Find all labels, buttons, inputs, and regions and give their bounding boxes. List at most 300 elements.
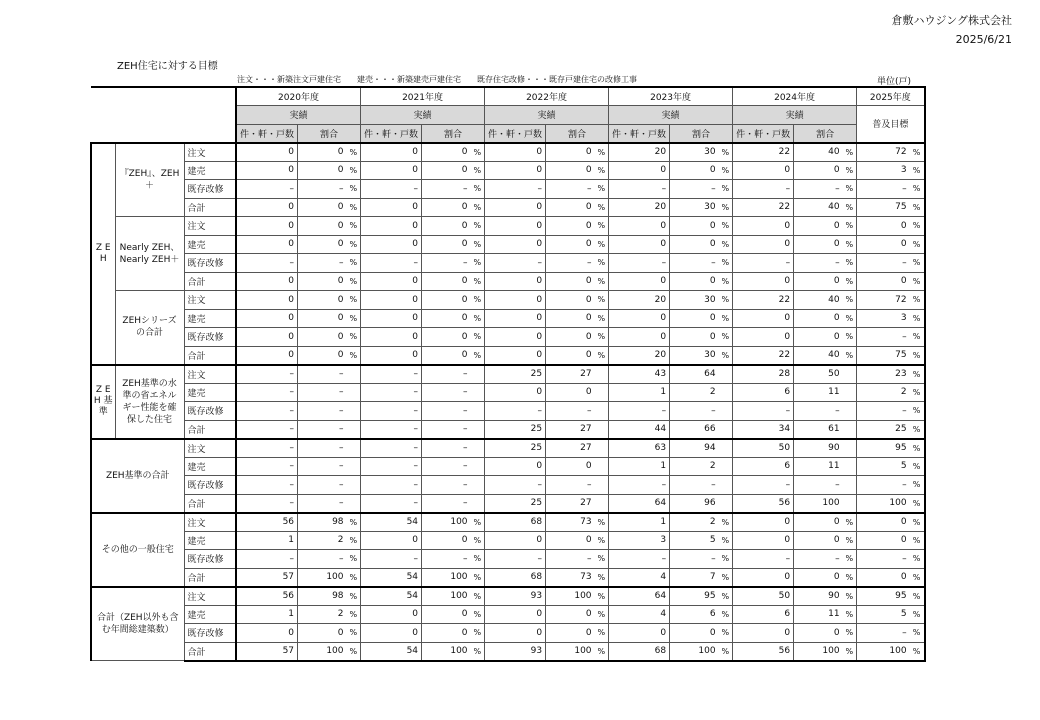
count-cell: 54 xyxy=(361,513,422,532)
count-cell: – xyxy=(609,254,670,273)
ratio-cell: 30 xyxy=(670,346,719,365)
ratio-cell: 0 xyxy=(422,309,471,328)
percent-sign: % xyxy=(843,513,857,532)
percent-sign: % xyxy=(595,272,609,291)
percent-sign: % xyxy=(719,198,733,217)
percent-sign xyxy=(347,420,361,439)
percent-sign: % xyxy=(910,217,925,236)
count-cell: 64 xyxy=(609,587,670,606)
percent-sign: % xyxy=(471,309,485,328)
ratio-cell: – xyxy=(794,402,843,421)
percent-sign: % xyxy=(910,143,925,162)
target-cell: – xyxy=(857,180,910,199)
percent-sign: % xyxy=(910,420,925,439)
percent-sign: % xyxy=(347,513,361,532)
count-cell: 0 xyxy=(485,605,546,624)
percent-sign: % xyxy=(347,161,361,180)
ratio-cell: 73 xyxy=(546,568,595,587)
blank-corner xyxy=(91,87,236,143)
table-row xyxy=(91,198,925,217)
percent-sign: % xyxy=(719,235,733,254)
ratio-cell: 100 xyxy=(298,642,347,661)
ratio-cell: 27 xyxy=(546,494,595,513)
ratio-cell: 0 xyxy=(670,161,719,180)
percent-sign: % xyxy=(910,291,925,310)
actual-header: 実績 xyxy=(236,106,361,125)
count-cell: 56 xyxy=(733,494,794,513)
count-cell: – xyxy=(236,439,298,458)
count-cell: 0 xyxy=(733,513,794,532)
count-cell: 0 xyxy=(485,235,546,254)
count-cell: – xyxy=(236,494,298,513)
ratio-cell: 95 xyxy=(670,587,719,606)
ratio-cell: – xyxy=(546,476,595,495)
percent-sign: % xyxy=(910,180,925,199)
count-cell: 0 xyxy=(733,309,794,328)
ratio-cell: 0 xyxy=(422,198,471,217)
percent-sign: % xyxy=(719,161,733,180)
percent-sign xyxy=(471,383,485,402)
ratio-cell: 6 xyxy=(670,605,719,624)
percent-sign: % xyxy=(719,568,733,587)
count-cell: 57 xyxy=(236,568,298,587)
count-cell: 0 xyxy=(361,346,422,365)
percent-sign: % xyxy=(471,642,485,661)
percent-sign xyxy=(595,457,609,476)
percent-sign: % xyxy=(719,254,733,273)
percent-sign xyxy=(595,494,609,513)
ratio-cell: 98 xyxy=(298,513,347,532)
percent-sign xyxy=(471,476,485,495)
count-cell: 0 xyxy=(609,328,670,347)
target-cell: 23 xyxy=(857,365,910,384)
table-row xyxy=(91,309,925,328)
percent-sign: % xyxy=(910,272,925,291)
count-cell: 1 xyxy=(609,513,670,532)
ratio-cell: – xyxy=(794,550,843,569)
ratio-cell: 11 xyxy=(794,605,843,624)
count-cell: – xyxy=(361,402,422,421)
ratio-cell: – xyxy=(422,402,471,421)
ratio-cell: 100 xyxy=(794,642,843,661)
count-cell: – xyxy=(733,550,794,569)
ratio-cell: 27 xyxy=(546,365,595,384)
percent-sign: % xyxy=(719,291,733,310)
count-cell: 28 xyxy=(733,365,794,384)
ratio-cell: 2 xyxy=(670,383,719,402)
count-cell: 0 xyxy=(733,328,794,347)
percent-sign xyxy=(595,476,609,495)
row-label: 建売 xyxy=(184,457,236,476)
target-cell: 75 xyxy=(857,346,910,365)
ratio-cell: – xyxy=(298,402,347,421)
count-cell: 0 xyxy=(236,217,298,236)
percent-sign: % xyxy=(347,328,361,347)
count-cell: – xyxy=(236,420,298,439)
ratio-cell: 0 xyxy=(546,291,595,310)
ratio-cell: – xyxy=(298,550,347,569)
ratio-cell: 0 xyxy=(298,346,347,365)
ratio-cell: 0 xyxy=(670,309,719,328)
table-row xyxy=(91,605,925,624)
ratio-cell: 0 xyxy=(422,346,471,365)
table-row xyxy=(91,328,925,347)
ratio-cell: – xyxy=(422,494,471,513)
count-cell: – xyxy=(609,550,670,569)
count-cell: 0 xyxy=(733,235,794,254)
count-cell: – xyxy=(236,254,298,273)
count-cell: 25 xyxy=(485,439,546,458)
percent-sign: % xyxy=(595,605,609,624)
ratio-cell: 0 xyxy=(546,328,595,347)
table-row xyxy=(91,291,925,310)
percent-sign: % xyxy=(471,531,485,550)
count-cell: 3 xyxy=(609,531,670,550)
count-cell: 0 xyxy=(733,217,794,236)
count-cell: 0 xyxy=(236,291,298,310)
percent-sign: % xyxy=(595,328,609,347)
percent-sign xyxy=(347,494,361,513)
percent-sign: % xyxy=(347,291,361,310)
target-cell: 0 xyxy=(857,235,910,254)
percent-sign: % xyxy=(843,531,857,550)
percent-sign: % xyxy=(719,642,733,661)
count-cell: 68 xyxy=(485,513,546,532)
percent-sign: % xyxy=(471,605,485,624)
ratio-cell: – xyxy=(670,550,719,569)
year-header: 2023年度 xyxy=(609,87,733,106)
ratio-cell: 94 xyxy=(670,439,719,458)
ratio-cell: 0 xyxy=(670,217,719,236)
percent-sign: % xyxy=(843,143,857,162)
percent-sign: % xyxy=(719,180,733,199)
percent-sign: % xyxy=(595,143,609,162)
count-cell: 50 xyxy=(733,439,794,458)
percent-sign: % xyxy=(347,180,361,199)
percent-sign xyxy=(347,476,361,495)
subgroup-label: ZEHシリーズの合計 xyxy=(115,291,184,365)
target-cell: 0 xyxy=(857,568,910,587)
count-cell: – xyxy=(609,180,670,199)
percent-sign: % xyxy=(843,309,857,328)
target-cell: 0 xyxy=(857,531,910,550)
count-cell: 0 xyxy=(236,328,298,347)
percent-sign: % xyxy=(910,346,925,365)
percent-sign: % xyxy=(843,605,857,624)
ratio-cell: – xyxy=(670,180,719,199)
percent-sign: % xyxy=(347,235,361,254)
target-cell: 3 xyxy=(857,161,910,180)
ratio-cell: – xyxy=(794,180,843,199)
count-cell: 54 xyxy=(361,587,422,606)
ratio-cell: – xyxy=(422,420,471,439)
percent-sign: % xyxy=(471,291,485,310)
percent-sign: % xyxy=(347,346,361,365)
percent-sign: % xyxy=(595,531,609,550)
percent-sign: % xyxy=(910,494,925,513)
percent-sign xyxy=(595,439,609,458)
count-cell: 0 xyxy=(361,309,422,328)
ratio-cell: 0 xyxy=(670,235,719,254)
percent-sign: % xyxy=(595,346,609,365)
percent-sign: % xyxy=(471,587,485,606)
count-cell: 0 xyxy=(733,161,794,180)
percent-sign: % xyxy=(719,309,733,328)
percent-sign: % xyxy=(910,531,925,550)
percent-sign xyxy=(843,383,857,402)
table-row xyxy=(91,383,925,402)
count-cell: 6 xyxy=(733,457,794,476)
target-cell: 72 xyxy=(857,143,910,162)
percent-sign xyxy=(347,365,361,384)
count-header: 件・軒・戸数 xyxy=(733,124,794,143)
count-cell: 20 xyxy=(609,198,670,217)
percent-sign: % xyxy=(843,624,857,643)
target-cell: 2 xyxy=(857,383,910,402)
percent-sign: % xyxy=(595,217,609,236)
count-cell: 20 xyxy=(609,291,670,310)
count-cell: – xyxy=(361,494,422,513)
count-cell: 54 xyxy=(361,568,422,587)
group-label: Z E H xyxy=(91,143,115,365)
count-cell: 0 xyxy=(485,328,546,347)
percent-sign: % xyxy=(843,272,857,291)
percent-sign: % xyxy=(910,161,925,180)
percent-sign: % xyxy=(347,642,361,661)
ratio-cell: 0 xyxy=(422,624,471,643)
count-header: 件・軒・戸数 xyxy=(609,124,670,143)
count-cell: 63 xyxy=(609,439,670,458)
ratio-header: 割合 xyxy=(794,124,857,143)
target-header: 普及目標 xyxy=(857,106,925,143)
ratio-cell: 0 xyxy=(794,217,843,236)
target-cell: 5 xyxy=(857,457,910,476)
ratio-cell: 0 xyxy=(298,272,347,291)
count-cell: 0 xyxy=(361,198,422,217)
percent-sign: % xyxy=(595,309,609,328)
row-label: 注文 xyxy=(184,217,236,236)
ratio-cell: – xyxy=(298,457,347,476)
ratio-cell: 11 xyxy=(794,383,843,402)
percent-sign xyxy=(471,439,485,458)
row-label: 既存改修 xyxy=(184,402,236,421)
row-label: 合計 xyxy=(184,346,236,365)
percent-sign xyxy=(719,365,733,384)
percent-sign xyxy=(719,383,733,402)
count-cell: 50 xyxy=(733,587,794,606)
row-label: 合計 xyxy=(184,642,236,661)
row-label: 注文 xyxy=(184,143,236,162)
ratio-cell: 0 xyxy=(298,217,347,236)
count-cell: 0 xyxy=(485,624,546,643)
percent-sign: % xyxy=(595,642,609,661)
count-cell: – xyxy=(733,476,794,495)
count-cell: – xyxy=(485,180,546,199)
count-cell: 20 xyxy=(609,143,670,162)
count-cell: 0 xyxy=(236,235,298,254)
percent-sign: % xyxy=(910,198,925,217)
table-row xyxy=(91,272,925,291)
ratio-cell: 0 xyxy=(794,513,843,532)
percent-sign: % xyxy=(910,624,925,643)
count-cell: – xyxy=(485,550,546,569)
count-cell: – xyxy=(361,180,422,199)
percent-sign xyxy=(595,402,609,421)
count-cell: – xyxy=(361,365,422,384)
count-cell: 25 xyxy=(485,494,546,513)
percent-sign xyxy=(347,457,361,476)
ratio-cell: 40 xyxy=(794,346,843,365)
percent-sign xyxy=(719,494,733,513)
percent-sign: % xyxy=(843,568,857,587)
ratio-cell: 0 xyxy=(546,531,595,550)
percent-sign: % xyxy=(910,568,925,587)
ratio-cell: 100 xyxy=(670,642,719,661)
percent-sign: % xyxy=(843,291,857,310)
count-cell: 0 xyxy=(236,143,298,162)
percent-sign: % xyxy=(595,550,609,569)
count-cell: – xyxy=(361,457,422,476)
ratio-cell: 0 xyxy=(298,328,347,347)
percent-sign: % xyxy=(719,272,733,291)
ratio-cell: 40 xyxy=(794,291,843,310)
ratio-cell: 0 xyxy=(422,291,471,310)
row-label: 既存改修 xyxy=(184,180,236,199)
percent-sign: % xyxy=(347,143,361,162)
count-cell: 1 xyxy=(236,531,298,550)
row-label: 既存改修 xyxy=(184,328,236,347)
table-row xyxy=(91,346,925,365)
actual-header: 実績 xyxy=(733,106,857,125)
target-cell: – xyxy=(857,476,910,495)
table-row xyxy=(91,235,925,254)
row-label: 既存改修 xyxy=(184,476,236,495)
percent-sign: % xyxy=(843,550,857,569)
ratio-cell: – xyxy=(546,550,595,569)
percent-sign xyxy=(471,365,485,384)
percent-sign: % xyxy=(347,198,361,217)
count-cell: – xyxy=(733,180,794,199)
table-row xyxy=(91,254,925,273)
count-cell: 0 xyxy=(361,272,422,291)
percent-sign xyxy=(843,476,857,495)
ratio-cell: 0 xyxy=(794,235,843,254)
percent-sign xyxy=(719,439,733,458)
percent-sign: % xyxy=(910,605,925,624)
document-date: 2025/6/21 xyxy=(955,33,1012,46)
percent-sign xyxy=(719,420,733,439)
count-cell: 56 xyxy=(733,642,794,661)
percent-sign: % xyxy=(843,346,857,365)
ratio-cell: 0 xyxy=(670,328,719,347)
count-cell: – xyxy=(236,476,298,495)
ratio-cell: 61 xyxy=(794,420,843,439)
ratio-cell: 0 xyxy=(546,217,595,236)
ratio-cell: 100 xyxy=(422,513,471,532)
percent-sign: % xyxy=(719,346,733,365)
ratio-cell: 30 xyxy=(670,291,719,310)
count-cell: 0 xyxy=(733,272,794,291)
count-cell: – xyxy=(236,180,298,199)
subgroup-label: ZEH基準の水準の省エネルギー性能を確保した住宅 xyxy=(115,365,184,439)
count-cell: 4 xyxy=(609,568,670,587)
ratio-cell: – xyxy=(298,383,347,402)
ratio-cell: 0 xyxy=(546,161,595,180)
ratio-cell: 2 xyxy=(298,605,347,624)
ratio-cell: 50 xyxy=(794,365,843,384)
row-label: 注文 xyxy=(184,291,236,310)
percent-sign xyxy=(843,494,857,513)
count-cell: 25 xyxy=(485,420,546,439)
percent-sign: % xyxy=(347,587,361,606)
target-cell: 0 xyxy=(857,272,910,291)
ratio-cell: 30 xyxy=(670,198,719,217)
percent-sign: % xyxy=(910,476,925,495)
ratio-cell: – xyxy=(546,402,595,421)
percent-sign: % xyxy=(843,587,857,606)
ratio-cell: 0 xyxy=(298,198,347,217)
ratio-cell: 40 xyxy=(794,198,843,217)
count-cell: – xyxy=(236,383,298,402)
percent-sign xyxy=(595,383,609,402)
ratio-cell: – xyxy=(298,420,347,439)
percent-sign: % xyxy=(347,309,361,328)
ratio-cell: – xyxy=(670,402,719,421)
count-cell: 0 xyxy=(609,161,670,180)
ratio-cell: – xyxy=(546,180,595,199)
actual-header: 実績 xyxy=(609,106,733,125)
ratio-header: 割合 xyxy=(546,124,609,143)
count-cell: 0 xyxy=(236,161,298,180)
year-header: 2020年度 xyxy=(236,87,361,106)
count-header: 件・軒・戸数 xyxy=(485,124,546,143)
count-cell: 44 xyxy=(609,420,670,439)
ratio-cell: 0 xyxy=(546,198,595,217)
zeh-target-table xyxy=(90,86,926,662)
ratio-cell: – xyxy=(670,254,719,273)
count-cell: 64 xyxy=(609,494,670,513)
percent-sign: % xyxy=(719,587,733,606)
target-cell: – xyxy=(857,624,910,643)
count-cell: – xyxy=(609,402,670,421)
ratio-cell: – xyxy=(794,254,843,273)
percent-sign: % xyxy=(471,161,485,180)
count-cell: 1 xyxy=(609,457,670,476)
ratio-cell: 100 xyxy=(422,568,471,587)
actual-header: 実績 xyxy=(485,106,609,125)
percent-sign: % xyxy=(910,587,925,606)
table-row xyxy=(91,420,925,439)
count-cell: 93 xyxy=(485,642,546,661)
percent-sign xyxy=(471,457,485,476)
table-row xyxy=(91,180,925,199)
count-cell: 0 xyxy=(485,346,546,365)
target-cell: 75 xyxy=(857,198,910,217)
percent-sign: % xyxy=(595,568,609,587)
table-row xyxy=(91,587,925,606)
ratio-cell: 100 xyxy=(546,642,595,661)
ratio-cell: 64 xyxy=(670,365,719,384)
ratio-cell: 0 xyxy=(670,624,719,643)
ratio-cell: 0 xyxy=(298,291,347,310)
row-label: 合計 xyxy=(184,568,236,587)
ratio-cell: 0 xyxy=(546,383,595,402)
actual-header: 実績 xyxy=(361,106,485,125)
count-cell: 0 xyxy=(485,309,546,328)
ratio-cell: 66 xyxy=(670,420,719,439)
table-row xyxy=(91,624,925,643)
table-row xyxy=(91,161,925,180)
